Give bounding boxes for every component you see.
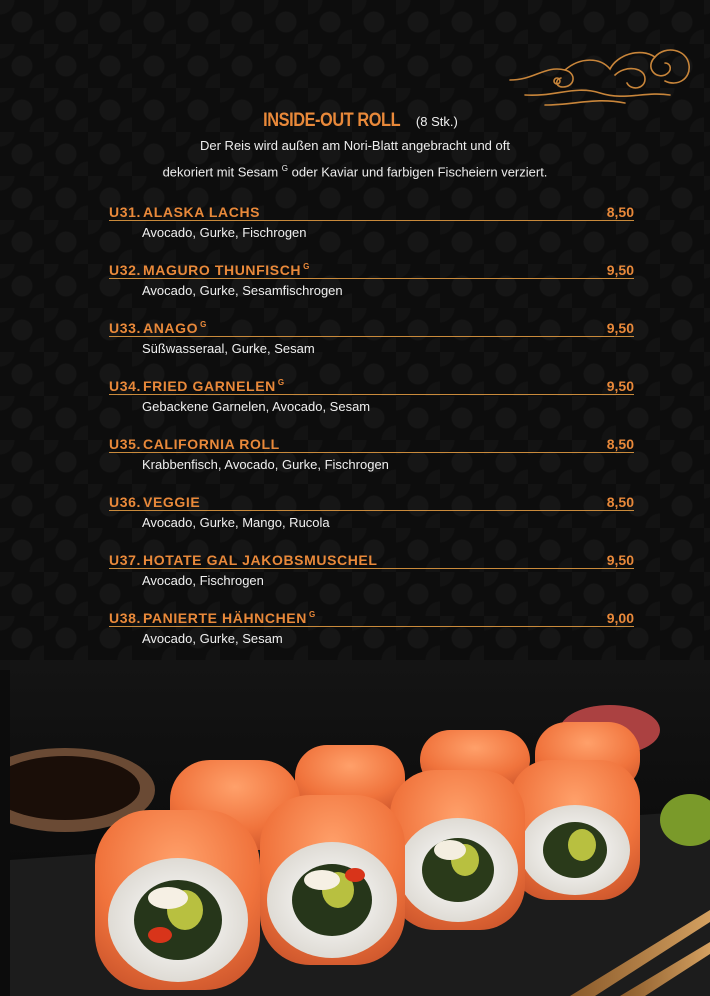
item-name-text: ANAGO (143, 320, 199, 336)
menu-item (109, 258, 634, 316)
menu-item-header (109, 200, 634, 221)
description-line-2-end: oder Kaviar und farbigen Fischeiern verziert. (288, 164, 548, 180)
item-name (143, 494, 607, 510)
menu-item-header (109, 258, 634, 279)
item-code: U36. (109, 494, 141, 510)
item-price: 9,50 (606, 262, 634, 278)
allergen-mark: G (277, 378, 285, 388)
item-name-text: MAGURO THUNFISCH (143, 262, 302, 278)
item-description: Avocado, Gurke, Sesam (142, 631, 283, 646)
menu-item (109, 490, 634, 548)
item-description: Avocado, Gurke, Mango, Rucola (142, 515, 330, 530)
section-description (0, 134, 710, 183)
item-code: U33. (109, 320, 141, 336)
item-description: Krabbenfisch, Avocado, Gurke, Fischrogen (142, 457, 389, 472)
item-name-text: PANIERTE HÄHNCHEN (143, 610, 307, 626)
menu-item-header (109, 606, 634, 627)
menu-list (109, 200, 634, 664)
item-price: 9,50 (606, 320, 634, 336)
item-price: 8,50 (606, 436, 634, 452)
item-code: U38. (109, 610, 141, 626)
item-name-text: VEGGIE (143, 494, 201, 510)
menu-item (109, 374, 634, 432)
menu-item (109, 432, 634, 490)
menu-item-header (109, 316, 634, 337)
item-code: U37. (109, 552, 141, 568)
menu-item-header (109, 490, 634, 511)
item-name (143, 436, 607, 452)
menu-item (109, 606, 634, 664)
item-description: Avocado, Gurke, Sesamfischrogen (142, 283, 343, 298)
item-name-text: ALASKA LACHS (143, 204, 261, 220)
description-line-2-start: dekoriert mit Sesam (162, 164, 282, 180)
allergen-mark: G (281, 164, 289, 173)
item-price: 9,00 (606, 610, 634, 626)
item-name (143, 262, 607, 278)
item-name (143, 320, 607, 336)
item-name-text: FRIED GARNELEN (143, 378, 276, 394)
item-price: 9,50 (606, 378, 634, 394)
item-price: 9,50 (606, 552, 634, 568)
item-name (143, 204, 607, 220)
allergen-mark: G (303, 262, 310, 272)
item-code: U32. (109, 262, 141, 278)
item-name (143, 610, 607, 626)
section-header (0, 110, 710, 183)
item-code: U31. (109, 204, 141, 220)
item-description: Avocado, Gurke, Fischrogen (142, 225, 307, 240)
cloud-ornament-icon (505, 35, 695, 110)
item-code: U34. (109, 378, 141, 394)
item-name (143, 378, 607, 394)
menu-item (109, 548, 634, 606)
item-description: Avocado, Fischrogen (142, 573, 264, 588)
menu-item (109, 316, 634, 374)
item-code: U35. (109, 436, 141, 452)
allergen-mark: G (200, 320, 207, 330)
item-description: Gebackene Garnelen, Avocado, Sesam (142, 399, 371, 414)
menu-item-header (109, 548, 634, 569)
allergen-mark: G (308, 610, 316, 620)
description-line-1: Der Reis wird außen am Nori-Blatt angebracht und oft (200, 138, 510, 153)
item-price: 8,50 (606, 494, 634, 510)
item-name (143, 552, 607, 568)
item-name-text: CALIFORNIA ROLL (143, 436, 280, 452)
item-description: Süßwasseraal, Gurke, Sesam (142, 341, 315, 356)
menu-item-header (109, 374, 634, 395)
section-quantity: (8 Stk.) (415, 114, 458, 129)
menu-item (109, 200, 634, 258)
item-price: 8,50 (606, 204, 634, 220)
sushi-rolls-photo (10, 660, 710, 996)
section-title: INSIDE-OUT ROLL (263, 110, 401, 131)
item-name-text: HOTATE GAL JAKOBSMUSCHEL (143, 552, 378, 568)
menu-item-header (109, 432, 634, 453)
